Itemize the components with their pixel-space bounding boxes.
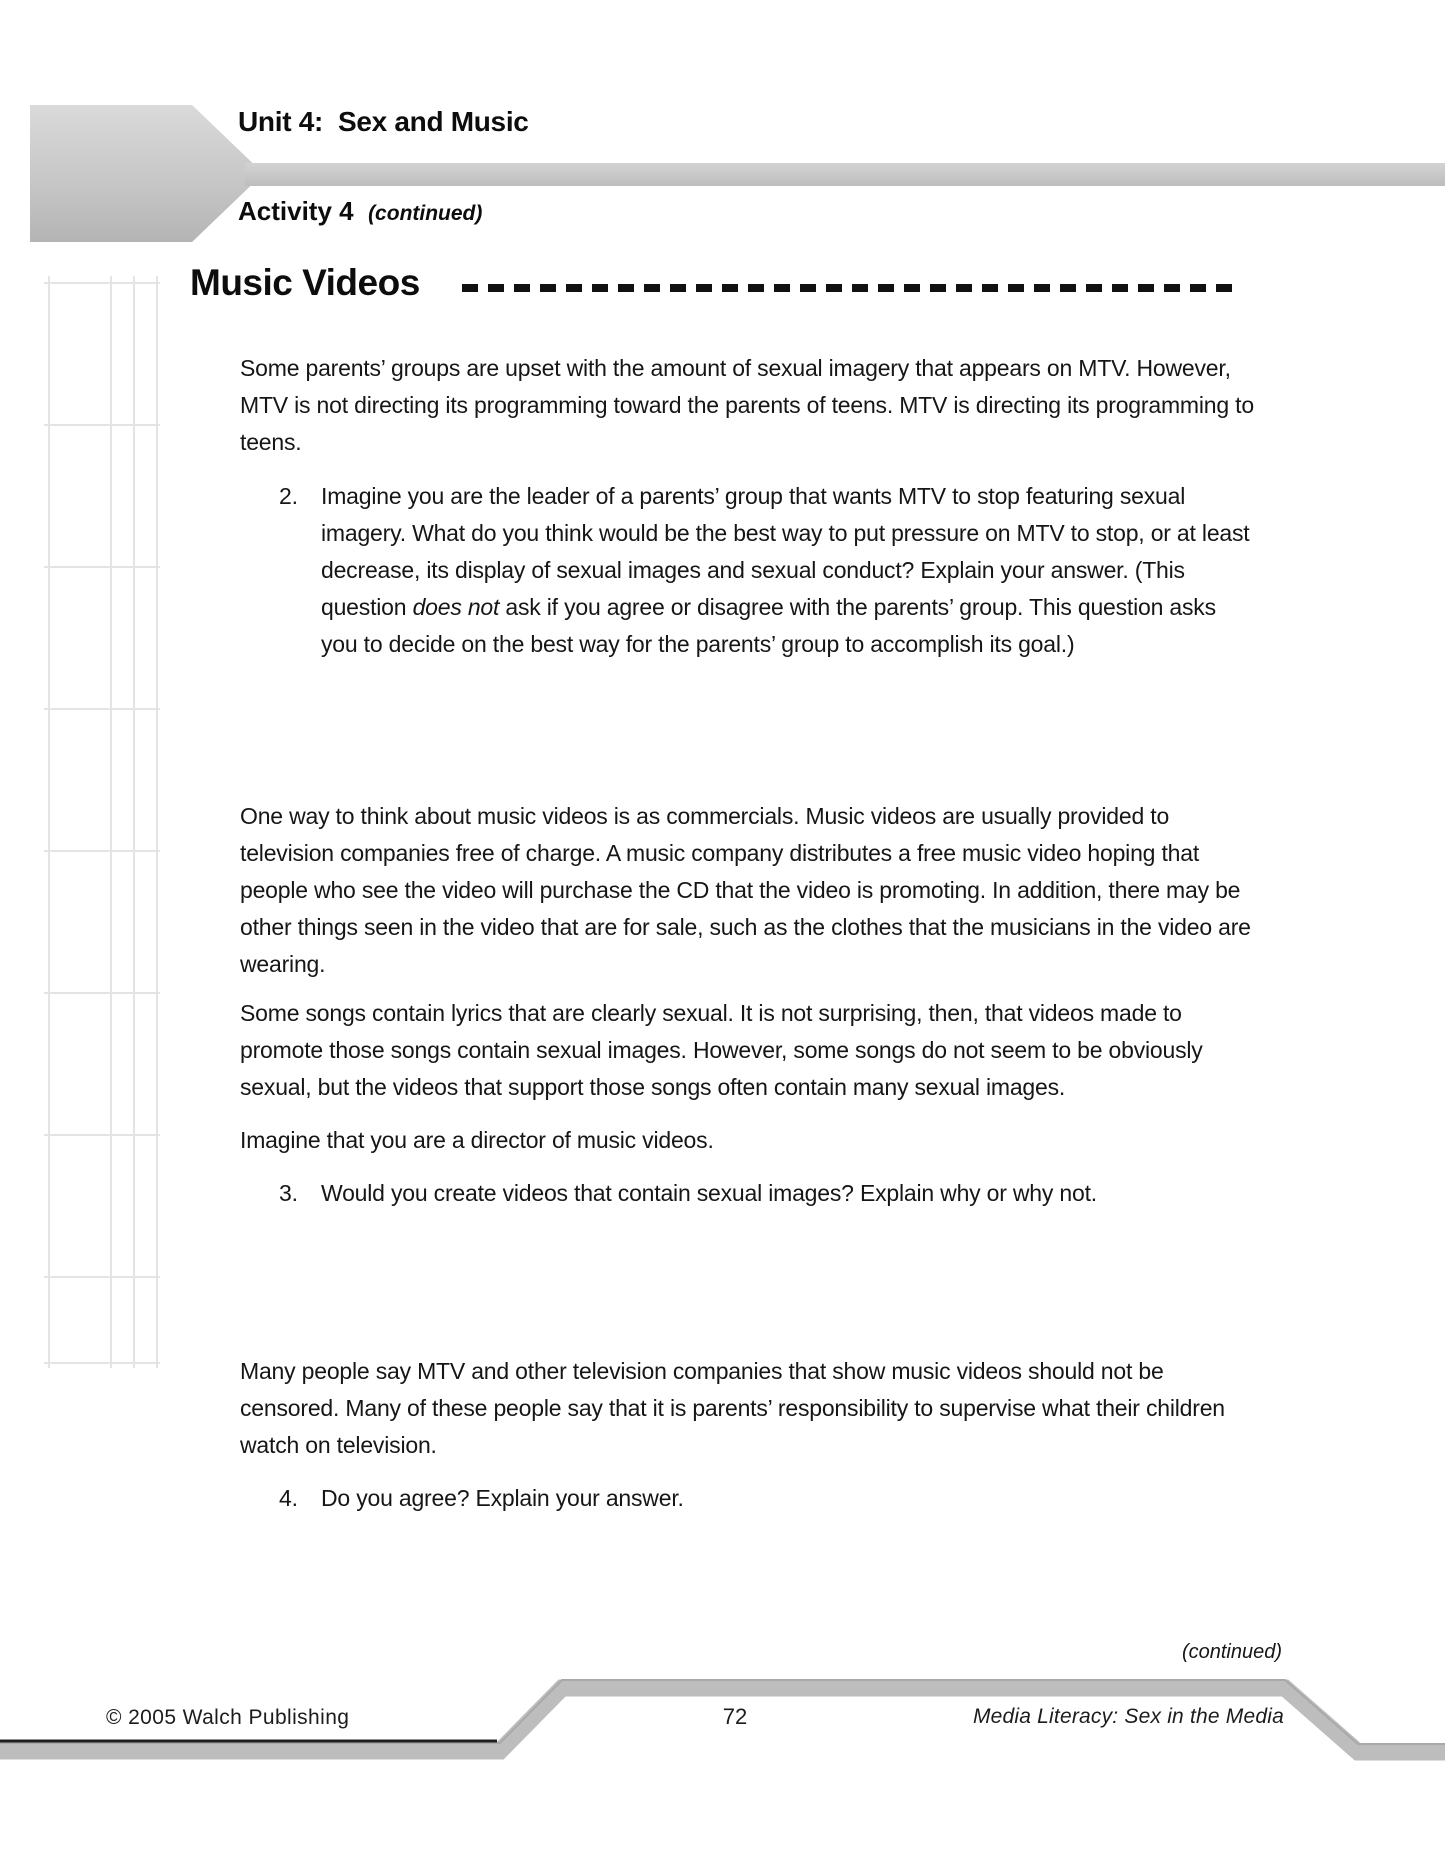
director-prompt-paragraph: Imagine that you are a director of music videos. [240, 1127, 714, 1153]
lyrics-paragraph: Some songs contain lyrics that are clearly sexual. It is not surprising, then, that videos made to promote those songs contain sexual images. However, some songs do not seem to be obviously sexual, but the videos that support those songs often contain many sexual images. [240, 1000, 1203, 1100]
grid-vertical-line [48, 276, 50, 1368]
margin-grid-decoration [44, 276, 160, 1368]
question-2 [279, 478, 1251, 663]
question-4-text: Do you agree? Explain your answer. [321, 1485, 684, 1511]
intro-paragraph: Some parents’ groups are upset with the amount of sexual imagery that appears on MTV. However, MTV is not directing its programming toward the parents of teens. MTV is directing its programming to teens. [240, 355, 1254, 455]
question-2-text-before: Imagine you are the leader of a parents’ group that wants MTV to stop featuring sexual imagery. What do you think would be the best way to put pressure on MTV to stop, or at least decrease, its display of sexual images and sexual conduct? Explain your answer. (This question [321, 483, 1250, 620]
question-2-text-emphasis: does not [412, 594, 500, 620]
grid-vertical-line [110, 276, 112, 1368]
page-continued-note: (continued) [1181, 1641, 1282, 1663]
grid-horizontal-line [44, 850, 160, 852]
commercials-paragraph: One way to think about music videos is as commercials. Music videos are usually provided to television companies free of charge. A music company distributes a free music video hoping that people who see the video will purchase the CD that the video is promoting. In addition, there may be other things seen in the video that are for sale, such as the clothes that the musicians in the video are wearing. [240, 803, 1251, 977]
footer-copyright: © 2005 Walch Publishing [106, 1706, 350, 1729]
grid-horizontal-line [44, 566, 160, 568]
activity-heading [238, 196, 482, 227]
grid-horizontal-line [44, 1362, 160, 1364]
question-4-number: 4. [279, 1485, 298, 1511]
question-3-text: Would you create videos that contain sexual images? Explain why or why not. [321, 1180, 1097, 1206]
footer-book-title: Media Literacy: Sex in the Media [972, 1705, 1284, 1728]
question-2-number: 2. [279, 483, 298, 509]
grid-horizontal-line [44, 1276, 160, 1278]
section-title: Music Videos [190, 262, 420, 303]
grid-horizontal-line [44, 992, 160, 994]
grid-horizontal-line [44, 424, 160, 426]
footer-page-number: 72 [722, 1704, 748, 1729]
activity-title: Activity 4 [238, 196, 354, 226]
censorship-paragraph: Many people say MTV and other television companies that show music videos should not be censored. Many of these people say that it is parents’ responsibility to supervise what their children watch on television. [240, 1358, 1225, 1458]
question-2-text-after: ask if you agree or disagree with the parents’ group. This question asks you to decide on the best way for the parents’ group to accomplish its goal.) [321, 594, 1216, 657]
question-3-number: 3. [279, 1180, 298, 1206]
header-banner-arrow [30, 105, 252, 242]
section-title-dashed-rule [462, 284, 1234, 292]
header-rule-band [245, 163, 1445, 186]
question-4 [279, 1480, 1251, 1517]
grid-vertical-line [133, 276, 135, 1368]
question-3 [279, 1175, 1251, 1212]
footer-ribbon [0, 1670, 1445, 1870]
grid-horizontal-line [44, 1134, 160, 1136]
unit-title: Unit 4: Sex and Music [238, 106, 529, 137]
grid-vertical-line [156, 276, 158, 1368]
activity-continued-note: (continued) [368, 202, 483, 225]
grid-horizontal-line [44, 282, 160, 284]
question-2-text [321, 478, 1251, 663]
grid-horizontal-line [44, 708, 160, 710]
